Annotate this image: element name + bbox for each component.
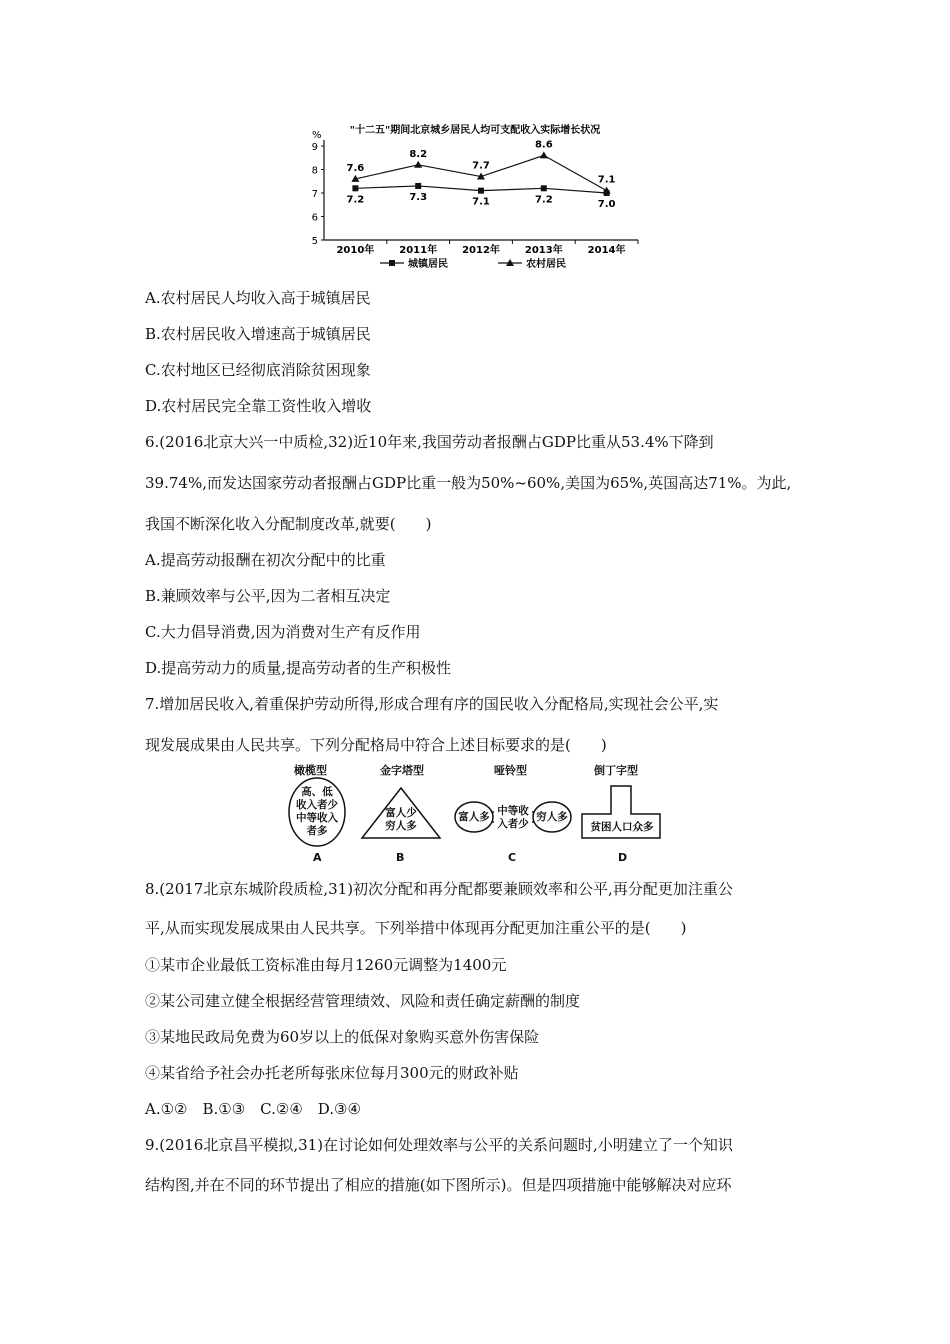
diagram-dumbbell-title: 哑铃型 xyxy=(494,764,527,777)
y-tick-label: 8 xyxy=(311,165,318,177)
q8-stem-line-2: 平,从而实现发展成果由人民共享。下列举措中体现再分配更加注重公平的是( ) xyxy=(145,919,687,937)
legend-square-marker xyxy=(389,260,395,266)
diagram-pyramid xyxy=(358,762,444,862)
rural-data-label: 7.7 xyxy=(472,160,490,172)
y-tick-label: 7 xyxy=(311,189,318,200)
x-tick-label: 2013年 xyxy=(524,245,563,256)
chart-legend xyxy=(380,257,566,270)
q8-item-4: ④某省给予社会办托老所每张床位每月300元的财政补贴 xyxy=(145,1064,519,1082)
rural-data-label: 8.2 xyxy=(409,148,428,160)
dumbbell-text-right: 穷人多 xyxy=(536,811,568,823)
pyramid-text-1: 富人少 xyxy=(385,807,417,819)
urban-data-label: 7.2 xyxy=(534,194,553,206)
urban-data-label: 7.1 xyxy=(472,196,490,208)
rural-data-point xyxy=(414,161,422,168)
urban-data-point xyxy=(415,183,421,189)
diagram-inverted-t xyxy=(580,762,664,862)
diagram-letter-c: C xyxy=(508,851,517,864)
q5-option-b: B.农村居民收入增速高于城镇居民 xyxy=(145,325,371,343)
inverted-t-text: 贫困人口众多 xyxy=(590,821,654,833)
x-tick-label: 2012年 xyxy=(462,245,500,256)
legend-urban: 城镇居民 xyxy=(408,259,448,270)
pyramid-text-2: 穷人多 xyxy=(385,820,417,832)
q6-stem-line-2: 39.74%,而发达国家劳动者报酬占GDP比重一般为50%~60%,美国为65%,英国高达71%。为此, xyxy=(145,474,792,492)
q5-option-d: D.农村居民完全靠工资性收入增收 xyxy=(145,397,372,415)
y-unit-label: % xyxy=(312,130,322,141)
rural-data-label: 7.6 xyxy=(346,162,365,174)
q8-stem-line-1: 8.(2017北京东城阶段质检,31)初次分配和再分配都要兼顾效率和公平,再分配更加注重公 xyxy=(145,880,733,898)
chart-title: "十二五"期间北京城乡居民人均可支配收入实际增长状况 xyxy=(349,125,601,136)
urban-data-label: 7.2 xyxy=(346,194,365,206)
q5-option-a: A.农村居民人均收入高于城镇居民 xyxy=(145,289,371,307)
rural-data-label: 8.6 xyxy=(534,139,553,151)
dumbbell-text-left: 富人多 xyxy=(458,811,490,823)
y-tick-label: 5 xyxy=(311,236,318,247)
q8-options: A.①② B.①③ C.②④ D.③④ xyxy=(145,1100,361,1118)
olive-text-2: 收入者少 xyxy=(296,799,338,811)
diagram-letter-b: B xyxy=(396,851,405,864)
olive-text-1: 高、低 xyxy=(301,786,333,798)
y-tick-label: 6 xyxy=(311,212,318,224)
diagram-olive xyxy=(286,762,352,862)
q6-option-d: D.提高劳动力的质量,提高劳动者的生产积极性 xyxy=(145,659,452,677)
olive-text-3: 中等收入 xyxy=(296,812,338,824)
q6-option-c: C.大力倡导消费,因为消费对生产有反作用 xyxy=(145,623,421,641)
chart-plot-area xyxy=(312,139,638,256)
q6-stem-line-1: 6.(2016北京大兴一中质检,32)近10年来,我国劳动者报酬占GDP比重从53.4%下降到 xyxy=(145,433,714,451)
diagram-letter-d: D xyxy=(618,851,628,864)
urban-data-point xyxy=(352,185,358,191)
chart-svg xyxy=(300,120,650,280)
q8-item-3: ③某地民政局免费为60岁以上的低保对象购买意外伤害保险 xyxy=(145,1028,540,1046)
q7-stem-line-1: 7.增加居民收入,着重保护劳动所得,形成合理有序的国民收入分配格局,实现社会公平,实 xyxy=(145,695,719,713)
diagram-inverted-t-title: 倒丁字型 xyxy=(594,764,638,777)
q8-item-1: ①某市企业最低工资标准由每月1260元调整为1400元 xyxy=(145,956,507,974)
urban-data-label: 7.3 xyxy=(409,191,428,203)
q9-stem-line-2: 结构图,并在不同的环节提出了相应的措施(如下图所示)。但是四项措施中能够解决对应环 xyxy=(145,1176,732,1194)
diagram-olive-title: 橄榄型 xyxy=(294,764,327,777)
q9-stem-line-1: 9.(2016北京昌平模拟,31)在讨论如何处理效率与公平的关系问题时,小明建立了一个知识 xyxy=(145,1136,733,1154)
x-tick-label: 2014年 xyxy=(587,245,626,256)
dumbbell-text-mid-1: 中等收 xyxy=(497,805,529,817)
y-tick-label: 9 xyxy=(311,142,318,153)
urban-data-label: 7.0 xyxy=(597,199,616,210)
q5-option-c: C.农村地区已经彻底消除贫困现象 xyxy=(145,361,371,379)
q6-option-b: B.兼顾效率与公平,因为二者相互决定 xyxy=(145,587,391,605)
dumbbell-text-mid-2: 入者少 xyxy=(497,818,529,830)
urban-data-point xyxy=(478,188,484,194)
q8-item-2: ②某公司建立健全根据经营管理绩效、风险和责任确定薪酬的制度 xyxy=(145,992,581,1010)
diagram-letter-a: A xyxy=(313,851,322,864)
urban-data-point xyxy=(541,185,547,191)
diagram-pyramid-title: 金字塔型 xyxy=(380,764,424,777)
income-growth-chart xyxy=(300,120,650,280)
x-tick-label: 2010年 xyxy=(336,245,375,256)
q6-option-a: A.提高劳动报酬在初次分配中的比重 xyxy=(145,551,386,569)
q7-stem-line-2: 现发展成果由人民共享。下列分配格局中符合上述目标要求的是( ) xyxy=(145,736,607,754)
q6-stem-line-3: 我国不断深化收入分配制度改革,就要( ) xyxy=(145,515,432,533)
rural-data-point xyxy=(540,151,548,158)
olive-text-4: 者多 xyxy=(306,825,328,837)
rural-data-label: 7.1 xyxy=(597,174,616,186)
legend-rural: 农村居民 xyxy=(526,259,566,270)
x-tick-label: 2011年 xyxy=(399,245,438,256)
diagram-dumbbell xyxy=(454,762,572,862)
